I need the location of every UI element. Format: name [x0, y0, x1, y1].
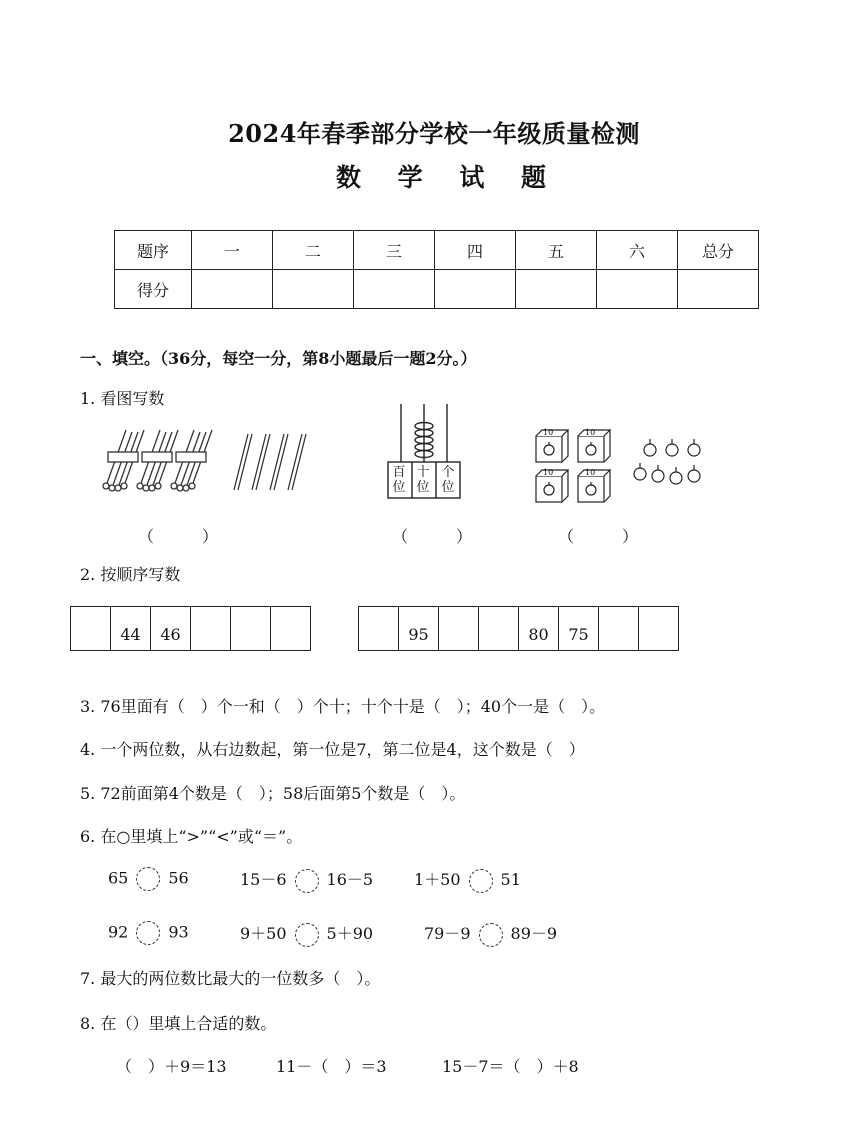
answer-parens[interactable]: （ ） — [558, 527, 639, 546]
question-8-label: 8. 在（）里填上合适的数。 — [80, 1014, 277, 1033]
score-cell: 得分 — [115, 270, 192, 309]
section-heading: 一、填空。（36分，每空一分，第8小题最后一题2分。） — [80, 349, 477, 368]
score-cell[interactable] — [678, 270, 759, 309]
comparison-item — [240, 921, 373, 947]
fill-equation[interactable]: 11－（ ）＝3 — [276, 1057, 387, 1076]
sequence-cell[interactable] — [231, 607, 271, 651]
comparison-left: 9＋50 — [240, 924, 287, 943]
score-cell: 总分 — [678, 231, 759, 270]
comparison-item — [108, 921, 189, 945]
sequence-cell: 46 — [151, 607, 191, 651]
comparison-right: 56 — [168, 868, 189, 888]
sequence-table-1 — [70, 606, 311, 651]
stick-bundles-illustration — [96, 426, 316, 498]
score-cell: 六 — [597, 231, 678, 270]
comparison-item — [108, 867, 189, 891]
abacus-label-tens: 十 位 — [416, 465, 430, 495]
blank-circle[interactable] — [295, 923, 319, 947]
question-1-label: 1. 看图写数 — [80, 389, 165, 408]
sequence-cell[interactable] — [71, 607, 111, 651]
sequence-cell[interactable] — [439, 607, 479, 651]
fill-equation[interactable]: 15－7＝（ ）＋8 — [442, 1057, 579, 1076]
score-cell[interactable] — [354, 270, 435, 309]
question-3: 3. 76里面有（ ）个一和（ ）个十；十个十是（ ）；40个一是（ ）。 — [80, 697, 606, 716]
comparison-left: 79－9 — [424, 924, 471, 943]
score-cell: 四 — [435, 231, 516, 270]
score-cell: 一 — [192, 231, 273, 270]
cube-label: 10 — [585, 468, 596, 477]
sequence-cell[interactable] — [479, 607, 519, 651]
score-cell[interactable] — [516, 270, 597, 309]
blank-circle[interactable] — [136, 867, 160, 891]
cube-label: 10 — [543, 468, 554, 477]
blank-circle[interactable] — [136, 921, 160, 945]
sequence-cell[interactable] — [639, 607, 679, 651]
question-6-label: 6. 在○里填上“>”“<”或“＝”。 — [80, 827, 303, 846]
question-4: 4. 一个两位数，从右边数起，第一位是7，第二位是4，这个数是（ ） — [80, 740, 585, 759]
question-2-label: 2. 按顺序写数 — [80, 565, 181, 584]
cube-label: 10 — [543, 428, 554, 437]
score-cell: 二 — [273, 231, 354, 270]
fill-equation[interactable]: （ ）＋9＝13 — [116, 1057, 227, 1076]
page-title: 2024年春季部分学校一年级质量检测 — [228, 119, 640, 148]
score-table-score-row — [115, 270, 759, 309]
sequence-cell: 95 — [399, 607, 439, 651]
comparison-right: 5＋90 — [326, 924, 374, 943]
blank-circle[interactable] — [295, 869, 319, 893]
sequence-cell: 75 — [559, 607, 599, 651]
sequence-table-2 — [358, 606, 679, 651]
sequence-cell: 44 — [111, 607, 151, 651]
ten-cubes-illustration — [534, 428, 614, 504]
comparison-item — [414, 867, 521, 893]
sequence-cell[interactable] — [191, 607, 231, 651]
answer-parens[interactable]: （ ） — [392, 527, 473, 546]
score-cell: 题序 — [115, 231, 192, 270]
comparison-item — [240, 867, 373, 893]
blank-circle[interactable] — [469, 869, 493, 893]
score-cell[interactable] — [273, 270, 354, 309]
score-cell: 三 — [354, 231, 435, 270]
unit-pieces-illustration — [630, 436, 710, 492]
page-subtitle: 数 学 试 题 — [335, 163, 561, 192]
sequence-cell[interactable] — [599, 607, 639, 651]
abacus-label-ones: 个 位 — [441, 465, 455, 495]
comparison-left: 15－6 — [240, 870, 287, 889]
comparison-left: 92 — [108, 922, 129, 942]
sequence-cell[interactable] — [359, 607, 399, 651]
comparison-right: 93 — [168, 922, 189, 942]
score-cell[interactable] — [597, 270, 678, 309]
abacus-label-hundreds: 百 位 — [392, 465, 406, 495]
sequence-cell: 80 — [519, 607, 559, 651]
score-table-header-row — [115, 231, 759, 270]
score-cell: 五 — [516, 231, 597, 270]
score-table — [114, 230, 759, 309]
sequence-cell[interactable] — [271, 607, 311, 651]
blank-circle[interactable] — [479, 923, 503, 947]
comparison-item — [424, 921, 557, 947]
comparison-right: 89－9 — [510, 924, 558, 943]
comparison-right: 51 — [500, 870, 521, 889]
question-5: 5. 72前面第4个数是（ ）；58后面第5个数是（ ）。 — [80, 784, 466, 803]
question-7: 7. 最大的两位数比最大的一位数多（ ）。 — [80, 969, 381, 988]
comparison-left: 65 — [108, 868, 129, 888]
answer-parens[interactable]: （ ） — [138, 527, 219, 546]
score-cell[interactable] — [192, 270, 273, 309]
cube-label: 10 — [585, 428, 596, 437]
comparison-right: 16－5 — [326, 870, 374, 889]
comparison-left: 1＋50 — [414, 870, 461, 889]
score-cell[interactable] — [435, 270, 516, 309]
